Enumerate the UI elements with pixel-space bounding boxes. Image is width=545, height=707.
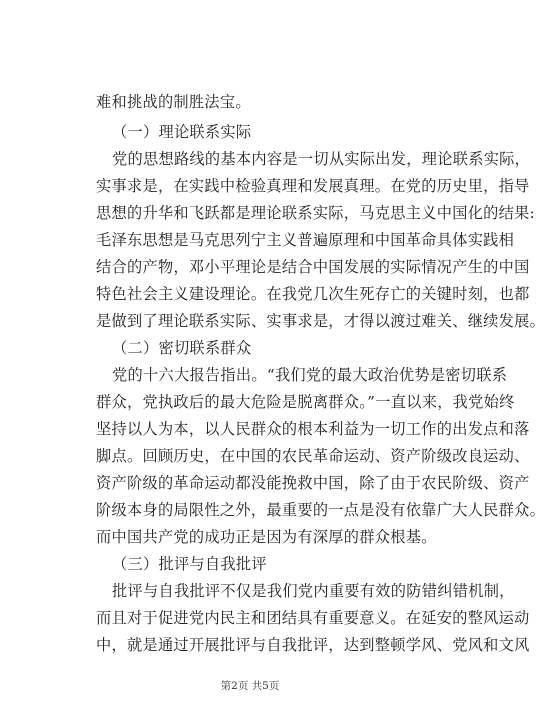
text-line: 中，就是通过开展批评与自我批评，达到整顿学风、党风和文风: [96, 636, 530, 654]
text-line: 党的思想路线的基本内容是一切从实际出发，理论联系实际，: [112, 150, 531, 168]
section-heading-3: （三）批评与自我批评: [112, 555, 267, 573]
text-line: 而中国共产党的成功正是因为有深厚的群众根基。: [96, 528, 437, 546]
text-line: 批评与自我批评不仅是我们党内重要有效的防错纠错机制，: [112, 582, 515, 600]
section-heading-1: （一）理论联系实际: [112, 123, 252, 141]
text-line: 群众，党执政后的最大危险是脱离群众。”一直以来，我党始终: [96, 393, 515, 411]
text-line: 思想的升华和飞跃都是理论联系实际，马克思主义中国化的结果:: [96, 204, 536, 222]
page-number-footer: 第2页 共5页: [220, 680, 280, 692]
text-line: 结合的产物，邓小平理论是结合中国发展的实际情况产生的中国: [96, 258, 530, 276]
text-line: 特色社会主义建设理论。在我党几次生死存亡的关键时刻，也都: [96, 285, 530, 303]
text-line: 是做到了理论联系实际、实事求是，才得以渡过难关、继续发展。: [96, 312, 545, 330]
section-heading-2: （二）密切联系群众: [112, 339, 252, 357]
text-line: 阶级本身的局限性之外，最重要的一点是没有依靠广大人民群众。: [96, 501, 545, 519]
text-line: 实事求是，在实践中检验真理和发展真理。在党的历史里，指导: [96, 177, 530, 195]
text-line: 而且对于促进党内民主和团结具有重要意义。在延安的整风运动: [96, 609, 530, 627]
text-line: 党的十六大报告指出。“我们党的最大政治优势是密切联系: [112, 366, 508, 384]
text-line: 资产阶级的革命运动都没能挽救中国，除了由于农民阶级、资产: [96, 474, 530, 492]
text-line: 毛泽东思想是马克思列宁主义普遍原理和中国革命具体实践相: [96, 231, 515, 249]
text-line: 脚点。回顾历史，在中国的农民革命运动、资产阶级改良运动、: [96, 447, 530, 465]
text-line: 难和挑战的制胜法宝。: [96, 93, 251, 111]
text-line: 坚持以人为本，以人民群众的根本利益为一切工作的出发点和落: [96, 420, 530, 438]
